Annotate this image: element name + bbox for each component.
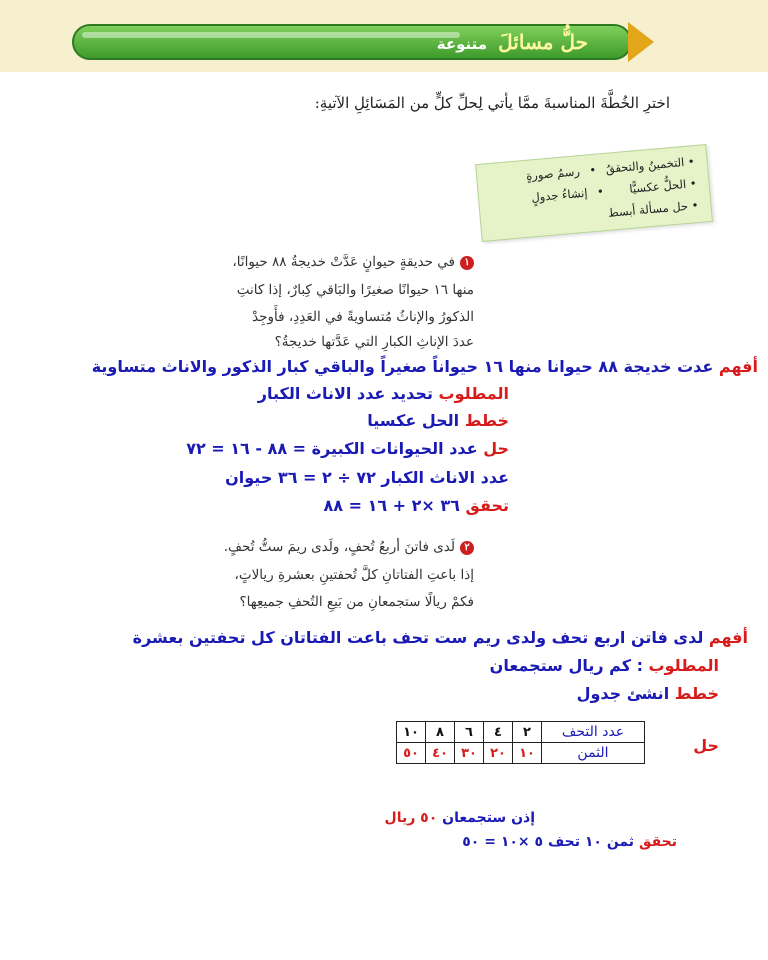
s1-required-text: تحديد عدد الاناث الكبار	[257, 384, 433, 403]
s1-understand-label: أفهم	[718, 357, 758, 376]
bullet: •	[689, 176, 698, 191]
s1-check	[324, 496, 510, 515]
strategy-row-3	[607, 198, 699, 220]
problem1-line4: عددَ الإناثِ الكبارِ التي عَدَّتها خديجةُ؟	[274, 334, 474, 350]
problem2-line2: إذا باعتِ الفتاتانِ كلَّ تُحفتينِ بعشرةِ ريالاتٍ،	[234, 567, 474, 583]
s1-plan	[367, 411, 509, 430]
s1-required-label: المطلوب	[438, 384, 509, 403]
bullet: •	[588, 162, 597, 178]
s1-plan-text: الحل عكسيا	[367, 411, 460, 430]
banner-arrow-icon	[628, 22, 654, 62]
s2-required-label: المطلوب	[648, 656, 719, 675]
strategy-simpler-problem: حل مسألة أبسط	[607, 198, 689, 220]
problem2-number-badge: ٢	[460, 541, 474, 555]
price-cell: ٢٠	[484, 743, 513, 764]
count-header: عدد التحف	[542, 722, 645, 743]
s2-required	[490, 656, 719, 675]
s1-check-text: ٣٦ ×٢ + ١٦ = ٨٨	[323, 496, 460, 515]
bullet: •	[691, 197, 700, 213]
count-cell: ١٠	[397, 722, 426, 743]
count-cell: ٤	[484, 722, 513, 743]
s2-solve-label: حل	[693, 736, 719, 755]
s2-understand-label: أفهم	[708, 628, 748, 647]
problem1-text-1: في حديقةٍ حيوانٍ عَدَّتْ خديجةُ ٨٨ حيوانًا،	[232, 254, 455, 270]
banner-shine	[82, 32, 460, 38]
strategy-guess-check: التخمينُ والتحققُ	[605, 155, 685, 176]
s2-answer-value: ٥٠ ريال	[384, 810, 438, 826]
price-cell: ٣٠	[455, 743, 484, 764]
banner-subtitle: متنوعة	[436, 35, 488, 53]
problem1-line3: الذكورُ والإناثُ مُتساويةً في العَدِدِ، فأَوجِدْ	[252, 309, 474, 325]
s1-solve	[186, 439, 509, 458]
problem2-line3: فكمْ ريالًا ستجمعانِ من بَيعِ التُحفِ جميعِها؟	[239, 594, 474, 610]
s1-solve-label: حل	[483, 439, 509, 458]
problem1-line2: منها ١٦ حيوانًا صغيرًا والبَاقي كِبارٌ، إذا كانتِ	[236, 282, 474, 298]
bullet: •	[687, 154, 696, 169]
s2-check-label: تحقق	[638, 834, 677, 850]
count-cell: ٢	[513, 722, 542, 743]
problem2-text-1: لَدى فاتنَ أربعُ تُحفٍ، ولَدى ريمَ ستُّ تُحفٍ.	[223, 539, 455, 555]
price-header: الثمن	[542, 743, 645, 764]
s2-plan-text: انشئ جدول	[576, 684, 670, 703]
instructions: اخترِ الخُطَّةَ المناسبةَ ممَّا يأتي لِحلِّ كلٍّ من المَسَائِلِ الآتيةِ:	[314, 94, 670, 112]
s2-understand-text: لدى فاتن اربع تحف ولدى ريم ست تحف باعت الفتاتان كل تحفتين بعشرة	[132, 628, 704, 647]
strategy-note	[475, 144, 713, 242]
s2-check-text: ثمن ١٠ تحف ٥ ×١٠ = ٥٠	[462, 834, 635, 850]
problem2-line1	[224, 539, 474, 555]
s1-females: عدد الاناث الكبار ٧٢ ÷ ٢ = ٣٦ حيوان	[225, 468, 509, 487]
problem1-line1	[232, 254, 474, 270]
count-cell: ٨	[426, 722, 455, 743]
strategy-make-table: إنشاءُ جدولٍ	[530, 185, 589, 205]
price-cell: ١٠	[513, 743, 542, 764]
s1-understand-text: عدت خديجة ٨٨ حيوانا منها ١٦ حيواناً صغيراً والباقي كبار الذكور والاناث متساوية	[91, 357, 714, 376]
s1-required	[258, 384, 509, 403]
s1-understand	[92, 357, 758, 376]
price-cell: ٥٠	[397, 743, 426, 764]
price-table	[396, 721, 645, 764]
bullet: •	[596, 184, 605, 199]
strategy-work-backward: الحلُّ عكسيًّا	[628, 176, 687, 196]
price-row	[397, 743, 645, 764]
price-cell: ٤٠	[426, 743, 455, 764]
s2-check	[462, 834, 677, 850]
s1-plan-label: خطط	[464, 411, 509, 430]
banner-title-main: حلُّ مسائلَ	[498, 30, 588, 54]
count-cell: ٦	[455, 722, 484, 743]
s2-answer-text: إذن ستجمعان	[442, 810, 535, 826]
s2-plan	[577, 684, 719, 703]
strategy-draw-picture: رسمُ صورةٍ	[525, 164, 581, 183]
s2-understand	[133, 628, 748, 647]
s2-plan-label: خطط	[674, 684, 719, 703]
count-row	[397, 722, 645, 743]
s1-check-label: تحقق	[465, 496, 509, 515]
s1-solve-text: عدد الحيوانات الكبيرة = ٨٨ - ١٦ = ٧٢	[186, 439, 478, 458]
s2-answer	[385, 810, 535, 826]
s2-required-text: : كم ريال ستجمعان	[489, 656, 643, 675]
banner-title	[437, 30, 588, 54]
section-banner	[72, 24, 632, 60]
problem1-number-badge: ١	[460, 256, 474, 270]
